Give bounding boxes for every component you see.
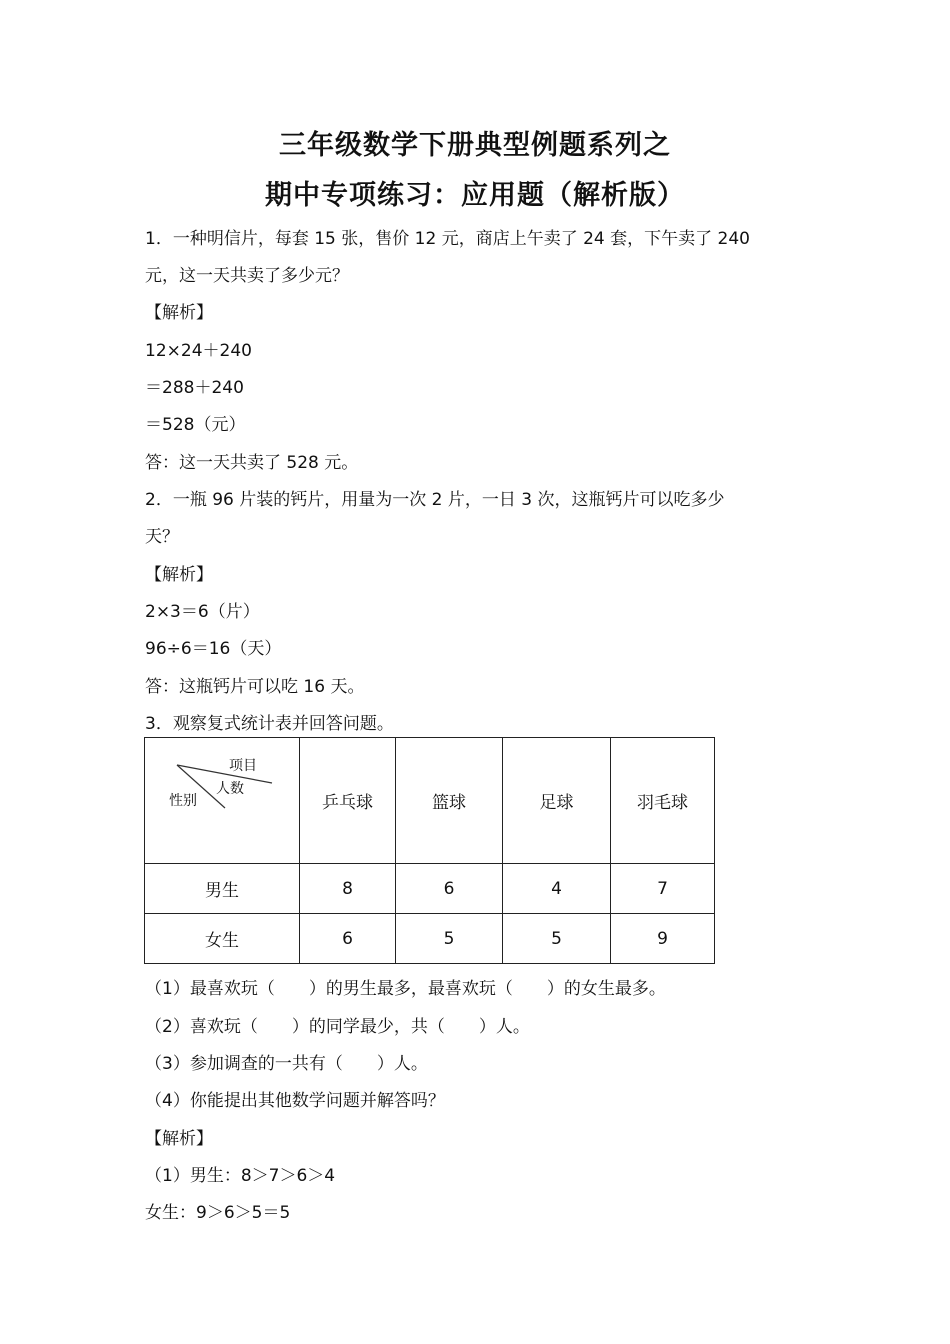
table-header-cell: 足球 — [503, 738, 611, 864]
table-cell: 5 — [503, 914, 611, 964]
question-2-text: 2．一瓶 96 片装的钙片，用量为一次 2 片，一日 3 次，这瓶钙片可以吃多少 — [145, 490, 725, 510]
question-2-text-cont: 天？ — [145, 527, 179, 547]
statistics-table — [144, 737, 715, 964]
table-row — [145, 864, 715, 914]
table-cell: 6 — [300, 914, 396, 964]
corner-label-item: 项目 — [229, 758, 257, 774]
table-header-cell: 篮球 — [396, 738, 503, 864]
page-title-line1: 三年级数学下册典型例题系列之 — [279, 130, 671, 161]
question-1-step-2: ＝288＋240 — [145, 378, 244, 398]
question-3-text: 3．观察复式统计表并回答问题。 — [145, 714, 394, 734]
question-2-step-1: 2×3＝6（片） — [145, 602, 260, 622]
page-title-line2: 期中专项练习：应用题（解析版） — [265, 180, 685, 211]
table-row — [145, 914, 715, 964]
table-cell: 4 — [503, 864, 611, 914]
table-row-label: 男生 — [145, 864, 300, 914]
corner-label-count: 人数 — [216, 781, 244, 797]
table-cell: 9 — [611, 914, 715, 964]
question-1-text-cont: 元，这一天共卖了多少元？ — [145, 266, 349, 286]
table-header-cell: 羽毛球 — [611, 738, 715, 864]
table-row-label: 女生 — [145, 914, 300, 964]
table-cell: 7 — [611, 864, 715, 914]
question-3-sub-1: （1）最喜欢玩（ ）的男生最多，最喜欢玩（ ）的女生最多。 — [145, 979, 666, 999]
question-2-answer: 答：这瓶钙片可以吃 16 天。 — [145, 677, 365, 697]
question-1-step-3: ＝528（元） — [145, 415, 246, 435]
question-2-step-2: 96÷6＝16（天） — [145, 639, 282, 659]
question-1-answer: 答：这一天共卖了 528 元。 — [145, 453, 359, 473]
question-1-text: 1．一种明信片，每套 15 张，售价 12 元，商店上午卖了 24 套，下午卖了 240 — [145, 229, 750, 249]
table-header-cell: 乒乓球 — [300, 738, 396, 864]
question-2-analysis-label: 【解析】 — [145, 565, 213, 585]
table-cell: 6 — [396, 864, 503, 914]
corner-label-gender: 性别 — [169, 793, 197, 809]
question-1-analysis-label: 【解析】 — [145, 303, 213, 323]
question-3-sub-2: （2）喜欢玩（ ）的同学最少，共（ ）人。 — [145, 1017, 530, 1037]
question-3-analysis-label: 【解析】 — [145, 1129, 213, 1149]
table-corner-cell — [145, 738, 300, 864]
question-3-sub-4: （4）你能提出其他数学问题并解答吗？ — [145, 1091, 445, 1111]
question-1-step-1: 12×24＋240 — [145, 341, 252, 361]
question-3-answer-1: （1）男生：8＞7＞6＞4 — [145, 1166, 336, 1186]
question-3-answer-2: 女生：9＞6＞5＝5 — [145, 1203, 291, 1223]
table-cell: 8 — [300, 864, 396, 914]
table-header-row — [145, 738, 715, 864]
table-cell: 5 — [396, 914, 503, 964]
question-3-sub-3: （3）参加调查的一共有（ ）人。 — [145, 1054, 428, 1074]
